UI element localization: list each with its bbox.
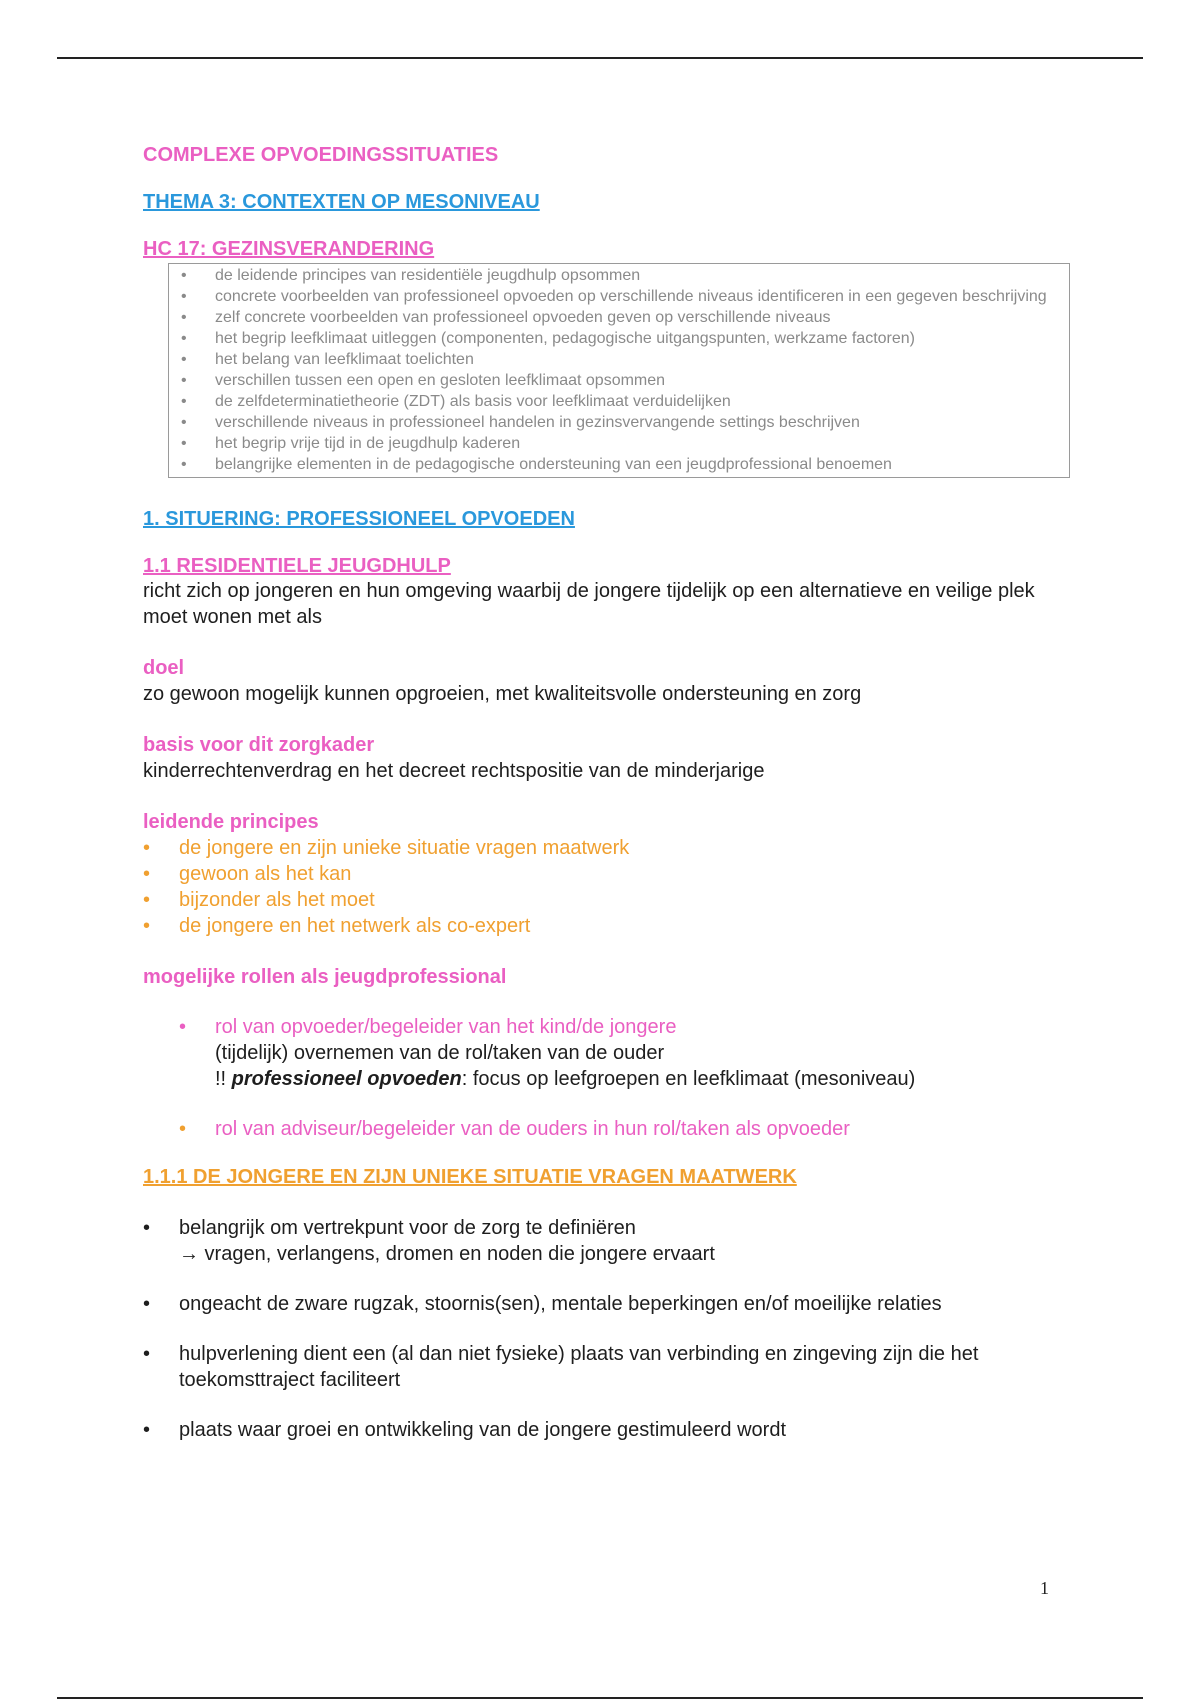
rollen-label: mogelijke rollen als jeugdprofessional <box>143 966 507 988</box>
intro-paragraph: richt zich op jongeren en hun omgeving waarbij de jongere tijdelijk op een alternatieve en veilige plek moet wonen met als <box>143 580 1035 628</box>
basis-label: basis voor dit zorgkader <box>143 734 375 756</box>
emphasis-term: professioneel opvoeden <box>231 1068 462 1090</box>
top-rule <box>57 57 1143 59</box>
subsection-heading: 1.1.1 DE JONGERE EN ZIJN UNIEKE SITUATIE VRAGEN MAATWERK <box>143 1166 797 1188</box>
bullet-icon: • <box>143 1293 151 1315</box>
goal-item: • de leidende principes van residentiële jeugdhulp opsommen <box>181 267 641 284</box>
bullet-icon: • <box>181 309 187 326</box>
section-situering <box>143 508 1073 1142</box>
bullet-icon: • <box>179 1118 187 1140</box>
bullet-icon: • <box>181 267 187 284</box>
learning-goals-box <box>168 263 1070 478</box>
goal-item: • zelf concrete voorbeelden van professioneel opvoeden geven op verschillende niveaus <box>181 309 831 326</box>
principe-item: • de jongere en het netwerk als co-expert <box>143 915 531 937</box>
goal-item: • verschillende niveaus in professioneel handelen in gezinsvervangende settings beschrijven <box>181 414 860 431</box>
rollen-list <box>143 1014 1073 1142</box>
role-title: rol van adviseur/begeleider van de ouders in hun rol/taken als opvoeder <box>215 1118 850 1140</box>
principe-item: • bijzonder als het moet <box>143 889 375 911</box>
goal-item: • het belang van leefklimaat toelichten <box>181 351 474 368</box>
basis-text: kinderrechtenverdrag en het decreet rechtspositie van de minderjarige <box>143 760 765 782</box>
bullet-icon: • <box>181 393 187 410</box>
goal-item: • het begrip leefklimaat uitleggen (componenten, pedagogische uitgangspunten, werkzame factoren) <box>181 330 915 347</box>
principe-item: • gewoon als het kan <box>143 863 352 885</box>
section-maatwerk <box>143 1166 1073 1443</box>
bottom-rule <box>57 1697 1143 1699</box>
principe-item: • de jongere en zijn unieke situatie vragen maatwerk <box>143 837 630 859</box>
bullet-icon: • <box>181 288 187 305</box>
learning-goals-list <box>169 265 1069 475</box>
role-note: !! professioneel opvoeden: focus op leefgroepen en leefklimaat (mesoniveau) <box>215 1068 916 1090</box>
role-item <box>143 1116 1073 1142</box>
bullet-icon: • <box>143 837 151 859</box>
maatwerk-list <box>143 1215 1073 1443</box>
hc-heading: HC 17: GEZINSVERANDERING <box>143 238 435 260</box>
maatwerk-item: • plaats waar groei en ontwikkeling van de jongere gestimuleerd wordt <box>143 1419 787 1441</box>
theme-heading: THEMA 3: CONTEXTEN OP MESONIVEAU <box>143 191 540 213</box>
goal-item: • verschillen tussen een open en gesloten leefklimaat opsommen <box>181 372 666 389</box>
role-title: rol van opvoeder/begeleider van het kind/de jongere <box>215 1016 677 1038</box>
bullet-icon: • <box>181 351 187 368</box>
goal-item: • het begrip vrije tijd in de jeugdhulp kaderen <box>181 435 521 452</box>
document-page <box>143 140 1073 1443</box>
goal-item: • de zelfdeterminatietheorie (ZDT) als basis voor leefklimaat verduidelijken <box>181 393 731 410</box>
principes-label: leidende principes <box>143 811 319 833</box>
goal-item: • concrete voorbeelden van professioneel opvoeden op verschillende niveaus identificeren in een gegeven beschrijving <box>181 288 1047 305</box>
bullet-icon: • <box>143 889 151 911</box>
bullet-icon: • <box>143 915 151 937</box>
bullet-icon: • <box>143 1419 151 1441</box>
doel-label: doel <box>143 657 185 679</box>
doc-title: COMPLEXE OPVOEDINGSSITUATIES <box>143 144 499 166</box>
page-number: 1 <box>1040 1578 1049 1598</box>
section-heading: 1. SITUERING: PROFESSIONEEL OPVOEDEN <box>143 508 575 530</box>
role-item <box>143 1014 1073 1092</box>
maatwerk-item: • ongeacht de zware rugzak, stoornis(sen), mentale beperkingen en/of moeilijke relaties <box>143 1293 942 1315</box>
maatwerk-item: • belangrijk om vertrekpunt voor de zorg te definiëren → vragen, verlangens, dromen en noden die jongere ervaart <box>143 1217 715 1265</box>
bullet-icon: • <box>181 414 187 431</box>
goal-item: • belangrijke elementen in de pedagogische ondersteuning van een jeugdprofessional benoemen <box>181 456 892 473</box>
bullet-icon: • <box>181 372 187 389</box>
bullet-icon: • <box>181 456 187 473</box>
bullet-icon: • <box>143 1217 151 1239</box>
bullet-icon: • <box>143 863 151 885</box>
maatwerk-item: • hulpverlening dient een (al dan niet fysieke) plaats van verbinding en zingeving zijn die het toekomsttraject faciliteert <box>143 1343 979 1391</box>
bullet-icon: • <box>181 330 187 347</box>
role-description: (tijdelijk) overnemen van de rol/taken van de ouder <box>215 1042 665 1064</box>
doel-text: zo gewoon mogelijk kunnen opgroeien, met kwaliteitsvolle ondersteuning en zorg <box>143 683 862 705</box>
principes-list <box>143 835 1073 939</box>
bullet-icon: • <box>181 435 187 452</box>
bullet-icon: • <box>179 1016 187 1038</box>
subsection-heading: 1.1 RESIDENTIELE JEUGDHULP <box>143 555 451 577</box>
bullet-icon: • <box>143 1343 151 1365</box>
